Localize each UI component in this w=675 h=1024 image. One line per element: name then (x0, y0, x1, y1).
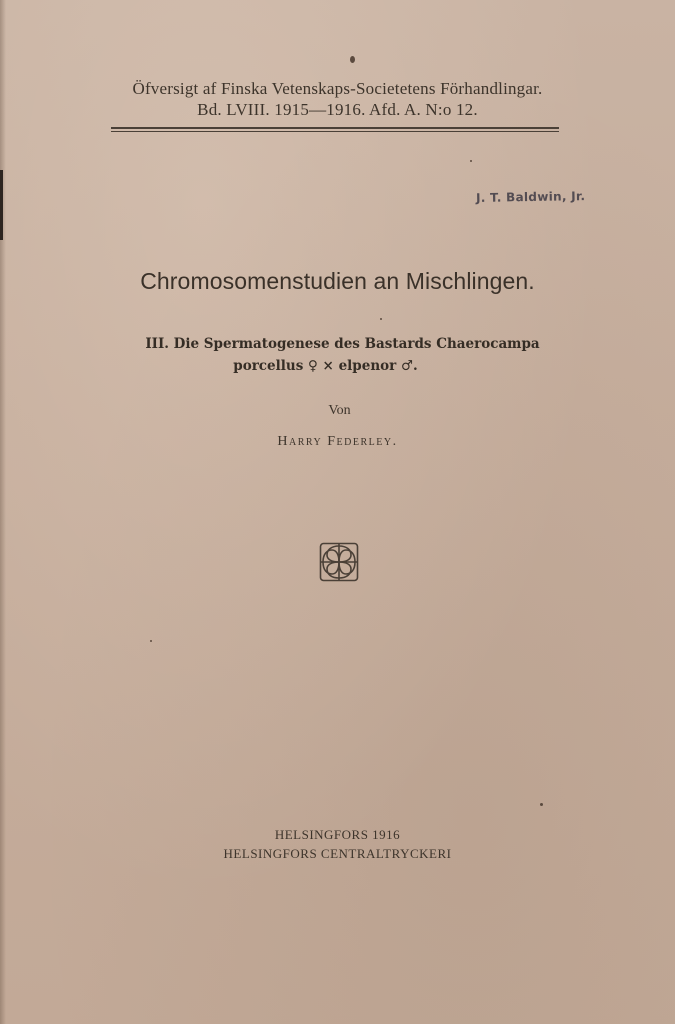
document-subtitle (0, 333, 675, 377)
header-rule-thick (111, 127, 559, 129)
paper-speck (380, 318, 382, 320)
page-edge-shadow (0, 0, 6, 1024)
imprint-printer: HELSINGFORS CENTRALTRYCKERI (223, 846, 452, 861)
paper-speck (540, 803, 543, 806)
imprint (0, 825, 675, 863)
owner-stamp: J. T. Baldwin, Jr. (475, 189, 586, 205)
paper-speck (150, 640, 152, 642)
page-edge-mark (0, 170, 3, 240)
series-header-line1: Öfversigt af Finska Vetenskaps-Societetens Förhandlingar. (132, 79, 543, 98)
paper-speck (470, 160, 472, 162)
paper-speck (350, 56, 355, 63)
subtitle-line1: III. Die Spermatogenese des Bastards Chaerocampa (145, 336, 540, 352)
byline-von: Von (328, 403, 351, 418)
header-rule-thin (111, 131, 559, 132)
ornament-icon (319, 542, 359, 582)
series-header (0, 78, 675, 120)
subtitle-line2: porcellus ♀ × elpenor ♂. (233, 358, 418, 374)
document-title: Chromosomenstudien an Mischlingen. (140, 268, 535, 294)
imprint-place-year: HELSINGFORS 1916 (274, 827, 401, 842)
series-header-line2: Bd. LVIII. 1915—1916. Afd. A. N:o 12. (197, 100, 478, 119)
author-name: Harry Federley. (277, 434, 398, 449)
